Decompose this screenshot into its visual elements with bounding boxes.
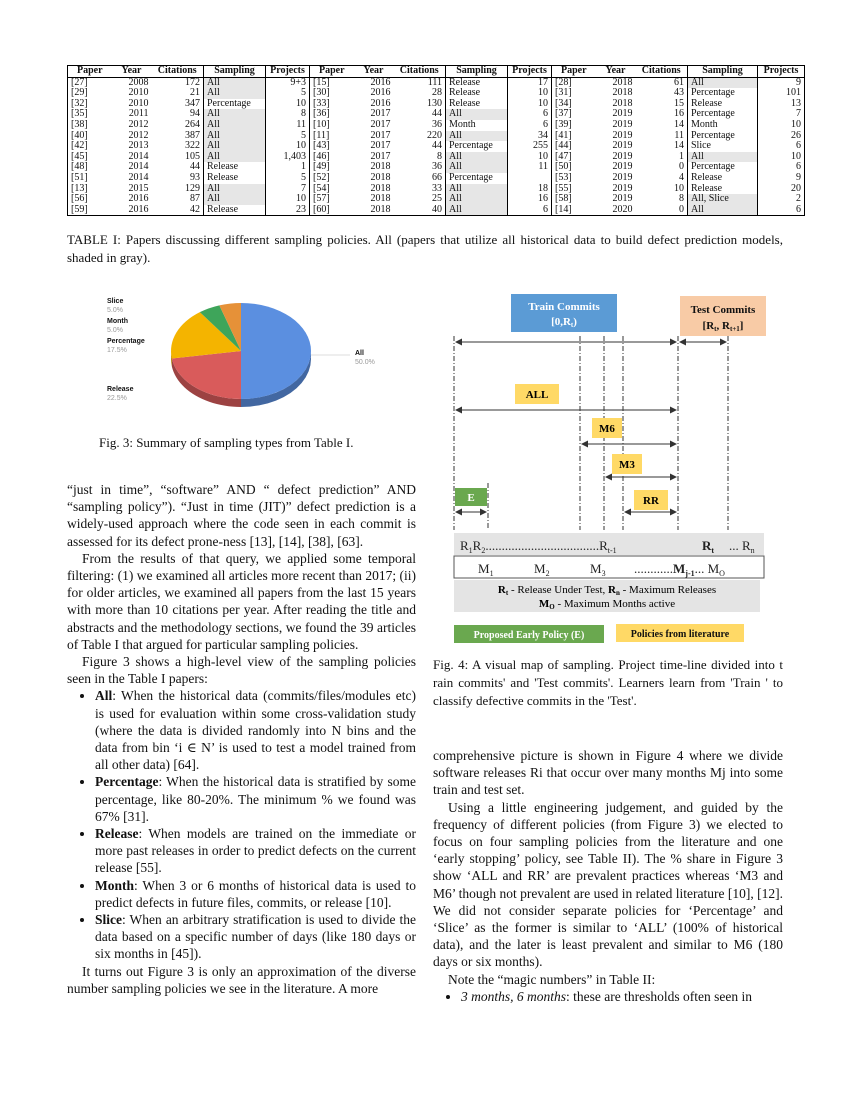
table-cell: 18 [508, 184, 552, 195]
proposed-policy-label: Proposed Early Policy (E) [473, 630, 585, 641]
table-cell: [43] [310, 141, 354, 152]
table-cell: 66 [432, 171, 442, 183]
table-cell: 2011 [128, 108, 149, 120]
table-cell: 2019 [612, 129, 633, 141]
release-max: ... $R_n$ [729, 538, 755, 555]
table-cell: 16 [508, 194, 552, 205]
table-cell: 25 [432, 193, 442, 205]
table-cell: 2015 [128, 182, 149, 194]
table-cell: 2017 [370, 108, 391, 120]
table-cell: 2019 [612, 140, 633, 152]
table-cell: 10 [508, 99, 552, 110]
right-paragraph-1: comprehensive picture is shown in Figure 4 where we divide software releases Ri that occur over many months Mj into some train and test set. [433, 748, 783, 798]
list-item: • Percentage: When the historical data is stratified by some percentage, like 80-20%. The minimum % we found was 67% [31]. [95, 773, 416, 825]
table-cell: [57] [310, 194, 354, 205]
table-cell: 10 [266, 141, 310, 152]
table-cell: 20 [758, 184, 805, 195]
table-cell: 2016 [370, 76, 391, 88]
table-cell: All [446, 162, 508, 173]
table-cell: [50] [552, 162, 596, 173]
column-header: Paper [552, 66, 596, 78]
table-cell: Release [204, 162, 266, 173]
table-cell: Release [446, 77, 508, 88]
sampling-timeline-diagram [440, 288, 785, 650]
table-cell: [59] [68, 205, 112, 216]
fig4-caption: Fig. 4: A visual map of sampling. Project time-line divided into t rain commits' and 'Test commits'. Learners learn from 'Train ' to classify defective commits in the 'Test'. [433, 657, 783, 708]
column-header: Paper [68, 66, 112, 78]
table-cell: 33 [432, 182, 442, 194]
table-cell: 2019 [612, 161, 633, 173]
table-cell: [28] [552, 77, 596, 88]
table-cell: 6 [758, 162, 805, 173]
pie-label-month: Month [107, 318, 128, 325]
table-cell: 40 [394, 205, 446, 216]
table-cell: 5 [266, 173, 310, 184]
column-header: Year [112, 66, 152, 78]
table-cell: 2019 [612, 182, 633, 194]
table-cell: 10 [508, 88, 552, 99]
magic-numbers-list [433, 988, 783, 1005]
table-cell: 15 [674, 97, 684, 109]
table-cell: 9+3 [266, 77, 310, 88]
table-cell: [13] [68, 184, 112, 195]
table-cell: 6 [758, 205, 805, 216]
table-cell: 2020 [596, 205, 636, 216]
table-cell: 2017 [370, 129, 391, 141]
policy-e-label: E [467, 492, 475, 504]
table-cell: 87 [190, 193, 200, 205]
table-cell: Release [446, 99, 508, 110]
table-cell: 28 [432, 87, 442, 99]
left-column [67, 481, 416, 997]
releases-sequence: $R_1R_2...................................R_{t-1}$ [460, 538, 617, 555]
table-cell: 2010 [128, 87, 149, 99]
table-cell: 10 [758, 152, 805, 163]
table-cell: Month [446, 120, 508, 131]
table-cell: [42] [68, 141, 112, 152]
table-cell: All [688, 205, 758, 216]
table-cell: 2014 [128, 171, 149, 183]
table-header [68, 66, 805, 78]
table-cell: Percentage [204, 99, 266, 110]
pie-pct-slice: 5.0% [107, 307, 123, 314]
table-cell: 1 [266, 162, 310, 173]
table-cell: Release [688, 173, 758, 184]
table-cell: Month [688, 120, 758, 131]
table-cell: [52] [310, 173, 354, 184]
table-cell: All [688, 77, 758, 88]
table-cell: 10 [758, 120, 805, 131]
table-cell: Percentage [688, 131, 758, 142]
table-cell: All [204, 77, 266, 88]
table-cell: 2018 [612, 76, 633, 88]
table-cell: 43 [674, 87, 684, 99]
timeline-arrows [456, 342, 726, 512]
pie-pct-all: 50.0% [355, 359, 375, 366]
column-header: Citations [394, 66, 446, 78]
column-header: Citations [636, 66, 688, 78]
right-column [433, 747, 783, 1005]
table-cell: 36 [432, 161, 442, 173]
table-cell: 255 [508, 141, 552, 152]
table-cell: 2014 [128, 150, 149, 162]
right-paragraph-2: Using a little engineering judgement, and guided by the frequency of different policies (from Figure 3) we elected to focus on four sampling policies from the literature and one ‘early stopping’ policy, see Table II). The % share in Figure 3 show ‘ALL and RR’ are prevalent practices whereas ‘M3 and M6’ though not prevalent are used in related literature [10], [12]. We did not consider separate policies for ‘Percentage’ and ‘Slice’ as the former is similar to ‘ALL’ (100% of historical data), and the later is least prevalent and similar to M6 (180 days or six months). [433, 799, 783, 970]
table-cell: [47] [552, 152, 596, 163]
table-cell: 2016 [128, 193, 149, 205]
table-cell: Release [688, 184, 758, 195]
list-item: • Release: When models are trained on the immediate or more past releases in order to predict defects on the current release [55]. [95, 825, 416, 877]
table-cell: 10 [266, 194, 310, 205]
table-cell: [56] [68, 194, 112, 205]
table-cell: Slice [688, 141, 758, 152]
table-cell: All [688, 152, 758, 163]
table-cell: Percentage [688, 109, 758, 120]
table-cell: 93 [190, 171, 200, 183]
pie-pct-release: 22.5% [107, 395, 127, 402]
table-cell: 5 [266, 88, 310, 99]
table-cell: 11 [674, 129, 684, 141]
column-header: Projects [508, 66, 552, 78]
table-cell: All [204, 194, 266, 205]
table-cell: [35] [68, 109, 112, 120]
table-cell: 2014 [128, 161, 149, 173]
table-cell: 2018 [354, 205, 394, 216]
table-cell: Percentage [446, 173, 508, 184]
table-cell: [44] [552, 141, 596, 152]
table-body [68, 77, 805, 216]
table-cell: All [204, 88, 266, 99]
table-cell: [37] [552, 109, 596, 120]
left-paragraph-2: From the results of that query, we applied some temporal filtering: (1) we examined all articles more recent than 2017; (ii) for older articles, we examined all papers from the last 15 years with more than 10 citations per year. After reading the title and abstracts and the methodology sections, we found the 39 articles of Table I that argued for particular sampling policies. [67, 550, 416, 652]
list-item: • Month: When 3 or 6 months of historical data is used to predict defects in future files, commits, or release [10]. [95, 877, 416, 911]
table-cell: All [446, 109, 508, 120]
table-cell: 21 [190, 87, 200, 99]
table-cell: 101 [758, 88, 805, 99]
right-paragraph-3: Note the “magic numbers” in Table II: [448, 971, 656, 987]
table-row [68, 173, 805, 184]
table-cell: [32] [68, 99, 112, 110]
table-cell: [51] [68, 173, 112, 184]
column-header: Sampling [446, 66, 508, 78]
table-cell: [39] [552, 120, 596, 131]
table-cell: Percentage [446, 141, 508, 152]
table-cell: 2017 [370, 140, 391, 152]
column-header: Sampling [204, 66, 266, 78]
column-header: Sampling [688, 66, 758, 78]
table-cell: All [446, 184, 508, 195]
table-cell [508, 173, 552, 184]
column-header: Projects [266, 66, 310, 78]
table-cell: 10 [266, 99, 310, 110]
literature-policy-label: Policies from literature [630, 629, 730, 640]
policy-rr-label: RR [643, 495, 659, 507]
table-cell: 220 [427, 129, 442, 141]
table-cell: 6 [508, 109, 552, 120]
table-cell: 11 [266, 120, 310, 131]
table-cell: 17 [508, 77, 552, 88]
column-header: Projects [758, 66, 805, 78]
table-cell: 7 [758, 109, 805, 120]
table-cell: [29] [68, 88, 112, 99]
list-item: • All: When the historical data (commits/files/modules etc) is used for evaluation within some cross-validation study (where the data is divided randomly into N bins and the data from bin ‘i ∈ N’ is used to test a model trained from all other data) [64]. [95, 687, 416, 773]
left-paragraph-3: Figure 3 shows a high-level view of the sampling policies seen in the Table I papers: [67, 654, 416, 687]
table-cell: [36] [310, 109, 354, 120]
table-cell: [55] [552, 184, 596, 195]
table-cell: 42 [152, 205, 204, 216]
table-cell: 14 [674, 118, 684, 130]
table-cell: 44 [190, 161, 200, 173]
table-cell: All [446, 152, 508, 163]
table-cell: 347 [185, 97, 200, 109]
table-cell: [40] [68, 131, 112, 142]
table-cell: All [446, 194, 508, 205]
table-cell: 5 [266, 131, 310, 142]
table-cell: 2017 [370, 150, 391, 162]
list-item: • 3 months, 6 months: these are thresholds often seen in [461, 988, 783, 1005]
table-cell: [45] [68, 152, 112, 163]
table-cell: 8 [266, 109, 310, 120]
table-cell: All, Slice [688, 194, 758, 205]
column-header: Citations [152, 66, 204, 78]
table-cell: 0 [636, 205, 688, 216]
pie-label-slice: Slice [107, 298, 124, 305]
train-commits-label: Train Commits [528, 301, 600, 313]
table-cell: 322 [185, 140, 200, 152]
table-cell: 14 [674, 140, 684, 152]
table-cell: [11] [310, 131, 354, 142]
table-cell: All [204, 131, 266, 142]
table-cell: 10 [508, 152, 552, 163]
table-row [68, 205, 805, 216]
table-cell: 2018 [370, 193, 391, 205]
policy-m6-label: M6 [599, 423, 615, 435]
table-cell: 2019 [612, 150, 633, 162]
pie-slice-release [172, 351, 241, 399]
table-cell: [15] [310, 77, 354, 88]
table-cell: 2 [758, 194, 805, 205]
table-row [68, 120, 805, 131]
test-commits-label: Test Commits [690, 304, 756, 316]
table-cell: 2017 [370, 118, 391, 130]
column-header: Paper [310, 66, 354, 78]
table-cell: 44 [432, 140, 442, 152]
policy-m3-label: M3 [619, 459, 635, 471]
table-cell: 23 [266, 205, 310, 216]
table-cell: [27] [68, 77, 112, 88]
table-cell: 264 [185, 118, 200, 130]
table-cell: 6 [758, 141, 805, 152]
table-cell: [49] [310, 162, 354, 173]
table-cell: 2016 [370, 97, 391, 109]
table-cell: [58] [552, 194, 596, 205]
table-cell: All [204, 109, 266, 120]
table-cell: All [446, 205, 508, 216]
table-cell: 8 [437, 150, 442, 162]
table-cell: 6 [508, 205, 552, 216]
table-cell: [30] [310, 88, 354, 99]
table-cell: 2019 [612, 118, 633, 130]
fig3-caption: Fig. 3: Summary of sampling types from Table I. [99, 435, 354, 450]
table-cell: [54] [310, 184, 354, 195]
pie-pct-percentage: 17.5% [107, 347, 127, 354]
pie-label-all: All [355, 350, 364, 357]
table-cell: 105 [185, 150, 200, 162]
table-cell: [14] [552, 205, 596, 216]
table-cell: Percentage [688, 162, 758, 173]
column-header: Year [354, 66, 394, 78]
table-cell: 2019 [612, 108, 633, 120]
table-cell: 9 [758, 77, 805, 88]
table-cell: 8 [679, 193, 684, 205]
table-cell: [31] [552, 88, 596, 99]
table-cell: All [204, 120, 266, 131]
table-cell: [60] [310, 205, 354, 216]
table-cell: 387 [185, 129, 200, 141]
table-cell: 129 [185, 182, 200, 194]
table-cell: 11 [508, 162, 552, 173]
release-under-test: $R_t$ [702, 538, 715, 555]
table-cell: Release [688, 99, 758, 110]
left-paragraph-4: It turns out Figure 3 is only an approximation of the diverse number sampling policies we see in the literature. A more [67, 963, 416, 996]
timeline-guides [454, 336, 728, 530]
table-cell: 4 [679, 171, 684, 183]
table-cell: 94 [190, 108, 200, 120]
list-item: • Slice: When an arbitrary stratification is used to divide the data based on a specific number of days (like 180 days or six months in [45]). [95, 911, 416, 963]
table-cell: 130 [427, 97, 442, 109]
table-cell: 2012 [128, 129, 149, 141]
table-cell: [38] [68, 120, 112, 131]
table-cell: 1 [679, 150, 684, 162]
table-cell: 2018 [370, 161, 391, 173]
table-cell: Release [204, 173, 266, 184]
months-sequence: $M_1$ $M_2$ $M_3$ $............M_{j-1}$... $M_O$ [478, 561, 725, 578]
table-cell: [34] [552, 99, 596, 110]
policy-all-label: ALL [525, 389, 549, 401]
table-cell: Release [204, 205, 266, 216]
sampling-pie-chart [95, 293, 395, 423]
table-cell: 2019 [612, 193, 633, 205]
table-cell: Release [446, 88, 508, 99]
pie-label-release: Release [107, 386, 134, 393]
table-cell: 2008 [128, 76, 149, 88]
table-cell: All [204, 152, 266, 163]
table-cell: 13 [758, 99, 805, 110]
table-cell: 16 [674, 108, 684, 120]
table-cell: Percentage [688, 88, 758, 99]
legend-releases: Rt - Release Under Test, Rn - Maximum Releases [497, 584, 717, 597]
legend-months: MO - Maximum Months active [538, 598, 676, 611]
table-cell: 2013 [128, 140, 149, 152]
table-cell: 61 [674, 76, 684, 88]
table-cell: 172 [185, 76, 200, 88]
table-cell: All [204, 184, 266, 195]
table-cell: 2019 [612, 171, 633, 183]
table-cell: 2018 [612, 97, 633, 109]
table-cell: [46] [310, 152, 354, 163]
table-cell: All [204, 141, 266, 152]
table-cell: 7 [266, 184, 310, 195]
table-cell: [10] [310, 120, 354, 131]
column-header: Year [596, 66, 636, 78]
sampling-types-list [67, 687, 416, 962]
table-cell: 36 [432, 118, 442, 130]
table-cell: 2012 [128, 118, 149, 130]
table-cell: 6 [508, 120, 552, 131]
table-cell: 2016 [112, 205, 152, 216]
table-caption: TABLE I: Papers discussing different sampling policies. All (papers that utilize all historical data to build defect prediction models, shaded in gray). [67, 232, 783, 265]
table-cell: 10 [674, 182, 684, 194]
left-paragraph-1: “just in time”, “software” AND “ defect prediction” AND “sampling policy”). “Just in time (JIT)” defect prediction is a widely-used approach where the code seen in each commit is assessed for its defect prone-ness [13], [14], [38], [63]. [67, 482, 416, 549]
table-cell: 26 [758, 131, 805, 142]
table-cell: [48] [68, 162, 112, 173]
test-range: [Rt, Rt+1] [702, 320, 744, 333]
pie-label-percentage: Percentage [107, 338, 145, 345]
table-cell: 0 [679, 161, 684, 173]
pie-pct-month: 5.0% [107, 327, 123, 334]
table-cell: [33] [310, 99, 354, 110]
table-cell: 2018 [612, 87, 633, 99]
table-cell: [53] [552, 173, 596, 184]
table-cell: 111 [427, 76, 442, 88]
pie-slice-all [241, 303, 311, 399]
table-cell: 1,403 [266, 152, 310, 163]
train-range: [0,Rt) [551, 316, 577, 329]
table-cell: 2010 [128, 97, 149, 109]
table-cell: 44 [432, 108, 442, 120]
table-cell: 34 [508, 131, 552, 142]
table-cell: [41] [552, 131, 596, 142]
papers-table [67, 65, 805, 216]
table-cell: All [446, 131, 508, 142]
table-cell: 2018 [370, 171, 391, 183]
table-cell: 2016 [370, 87, 391, 99]
table-cell: 9 [758, 173, 805, 184]
table-cell: 2018 [370, 182, 391, 194]
